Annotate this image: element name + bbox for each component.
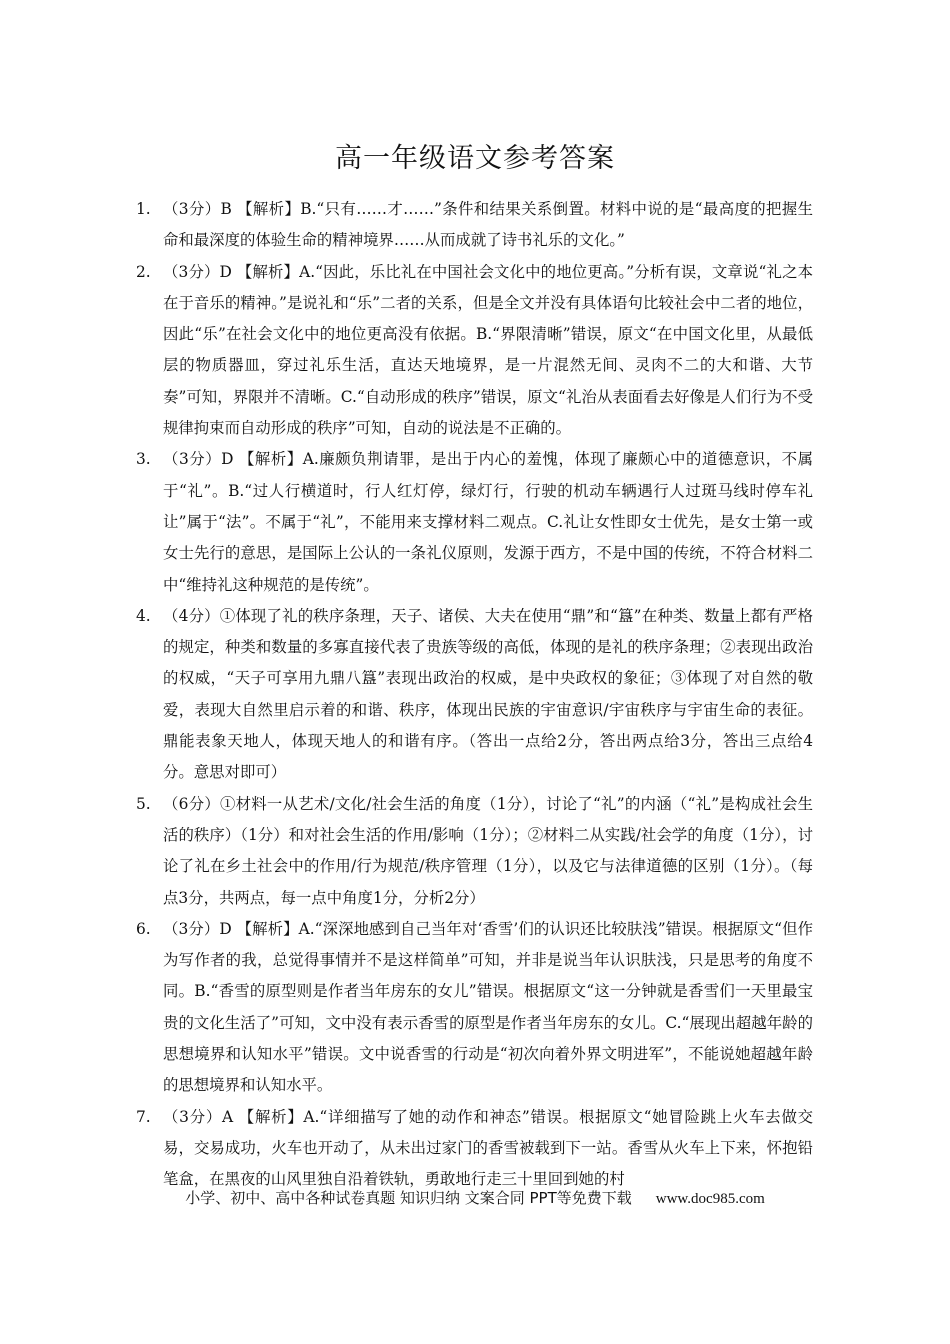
item-text: （3分）A 【解析】A.“详细描写了她的动作和神态”错误。根据原文“她冒险跳上火车去做交易，交易成功，火车也开动了，从未出过家门的香雪被载到下一站。香雪从火车上下来，怀抱铅笔盒，在黑夜的山风里独自沿着铁轨，勇敢地行走三十里回到她的村 [163, 1107, 813, 1189]
item-number: 6. [136, 919, 151, 938]
answer-item-2 [0, 257, 813, 445]
item-number: 7. [136, 1107, 151, 1126]
item-text: （6分）①材料一从艺术/文化/社会生活的角度（1分），讨论了“礼”的内涵（“礼”是构成社会生活的秩序）（1分）和对社会生活的作用/影响（1分）；②材料二从实践/社会学的角度（1分），讨论了礼在乡土社会中的作用/行为规范/秩序管理（1分），以及它与法律道德的区别（1分）。（每点3分，共两点，每一点中角度1分，分析2分） [163, 794, 813, 907]
footer-text: 小学、初中、高中各种试卷真题 知识归纳 文案合同 PPT等免费下载 [185, 1189, 632, 1207]
answer-item-3 [0, 444, 813, 600]
item-text: （3分）B 【解析】B.“只有……才……”条件和结果关系倒置。材料中说的是“最高度的把握生命和最深度的体验生命的精神境界……从而成就了诗书礼乐的文化。” [163, 200, 813, 250]
item-text: （4分）①体现了礼的秩序条理，天子、诸侯、大夫在使用“鼎”和“簋”在种类、数量上都有严格的规定，种类和数量的多寡直接代表了贵族等级的高低，体现的是礼的秩序条理；②表现出政治的权威，“天子可享用九鼎八簋”表现出政治的权威，是中央政权的象征；③体现了对自然的敬爱，表现大自然里启示着的和谐、秩序，体现出民族的宇宙意识/宇宙秩序与宇宙生命的表征。鼎能表象天地人，体现天地人的和谐有序。（答出一点给2分，答出两点给3分，答出三点给4分。意思对即可） [163, 606, 813, 782]
item-text: （3分）D 【解析】A.“深深地感到自己当年对‘香雪’们的认识还比较肤浅”错误。根据原文“但作为写作者的我，总觉得事情并不是这样简单”可知，并非是说当年认识肤浅，只是思考的角度不同。B.“香雪的原型则是作者当年房东的女儿”错误。根据原文“这一分钟就是香雪们一天里最宝贵的文化生活了”可知，文中没有表示香雪的原型是作者当年房东的女儿。C.“展现出超越年龄的思想境界和认知水平”错误。文中说香雪的行动是“初次向着外界文明进军”，不能说她超越年龄的思想境界和认知水平。 [163, 919, 813, 1095]
answer-item-6 [0, 914, 813, 1102]
item-number: 3. [136, 450, 151, 469]
item-number: 2. [136, 262, 151, 281]
answer-item-1 [0, 194, 813, 257]
answer-list [0, 194, 950, 1196]
item-number: 4. [136, 606, 151, 625]
item-number: 1. [136, 200, 151, 218]
document-title: 高一年级语文参考答案 [335, 143, 615, 174]
answer-item-4 [0, 601, 813, 789]
answer-item-7 [0, 1102, 813, 1196]
page-footer [0, 1188, 950, 1209]
item-number: 5. [136, 794, 151, 813]
answer-item-5 [0, 789, 813, 914]
item-text: （3分）D 【解析】A.“因此，乐比礼在中国社会文化中的地位更高。”分析有误，文章说“礼之本在于音乐的精神。”是说礼和“乐”二者的关系，但是全文并没有具体语句比较社会中二者的地位，因此“乐”在社会文化中的地位更高没有依据。B.“界限清晰”错误，原文“在中国文化里，从最低层的物质器皿，穿过礼乐生活，直达天地境界，是一片混然无间、灵肉不二的大和谐、大节奏”可知，界限并不清晰。C.“自动形成的秩序”错误，原文“礼治从表面看去好像是人们行为不受规律拘束而自动形成的秩序”可知，自动的说法是不正确的。 [163, 262, 813, 438]
footer-url[interactable]: www.doc985.com [655, 1191, 765, 1207]
item-text: （3分）D 【解析】A.廉颇负荆请罪，是出于内心的羞愧，体现了廉颇心中的道德意识，不属于“礼”。B.“过人行横道时，行人红灯停，绿灯行，行驶的机动车辆遇行人过斑马线时停车礼让”属于“法”。不属于“礼”，不能用来支撑材料二观点。C.礼让女性即女士优先，是女士第一或女士先行的意思，是国际上公认的一条礼仪原则，发源于西方，不是中国的传统，不符合材料二中“维持礼这种规范的是传统”。 [163, 450, 813, 594]
